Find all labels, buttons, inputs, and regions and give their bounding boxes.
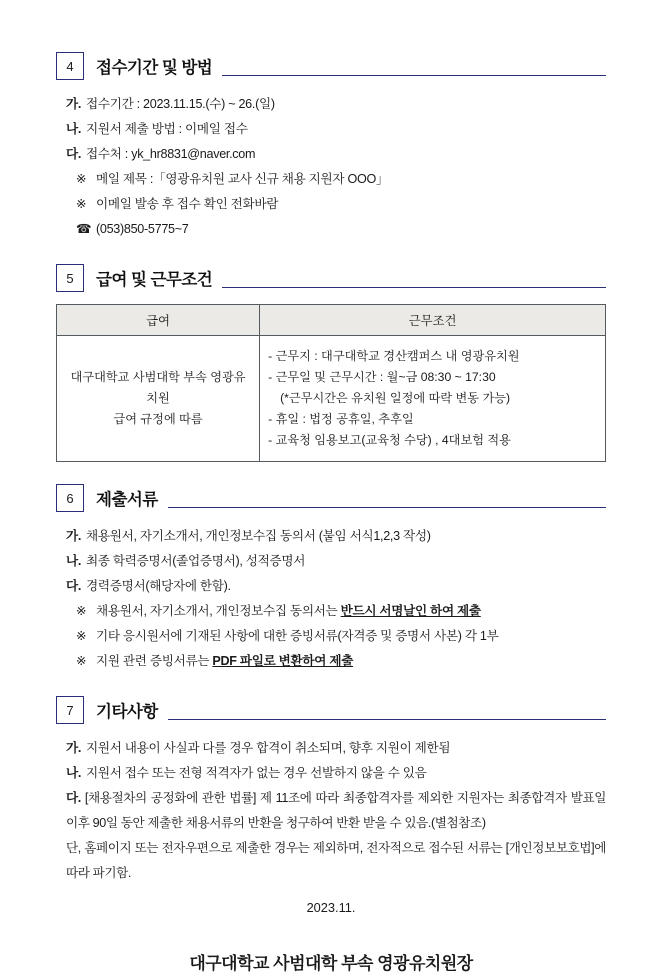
section-title-6: 제출서류: [96, 491, 158, 509]
table-row: [57, 336, 606, 462]
item-label: 가.: [66, 529, 82, 543]
item-text: 지원서 접수 또는 전형 적격자가 없는 경우 선발하지 않을 수 있음: [86, 766, 427, 780]
list-item: [66, 92, 606, 117]
note-text: 기타 응시원서에 기재된 사항에 대한 증빙서류(자격증 및 증명서 사본) 각 1부: [96, 629, 499, 643]
section-header-5: [56, 264, 606, 292]
condition-line: - 근무지 : 대구대학교 경산캠퍼스 내 영광유치원: [268, 349, 520, 363]
condition-subnote: (*근무시간은 유치원 일정에 따락 변동 가능): [280, 391, 511, 405]
item-label: 나.: [66, 554, 82, 568]
item-label: 다.: [66, 147, 82, 161]
list-item: [66, 117, 606, 142]
item-text: 최종 학력증명서(졸업증명서), 성적증명서: [86, 554, 306, 568]
note-emphasis: 반드시 서명날인 하여 제출: [340, 604, 481, 618]
phone-text: (053)850-5775~7: [96, 222, 189, 236]
section-body-6: [66, 524, 606, 674]
item-label: 나.: [66, 766, 82, 780]
clause-da: [66, 786, 606, 836]
note-mark: ※: [76, 604, 87, 618]
section-body-7: [66, 736, 606, 786]
note-item: [66, 192, 606, 217]
table-header-row: [57, 305, 606, 336]
note-mark: ※: [76, 629, 87, 643]
note-item: [66, 624, 606, 649]
note-text: 메일 제목 :「영광유치원 교사 신규 채용 지원자 OOO」: [96, 172, 389, 186]
section-body-4: [66, 92, 606, 242]
note-mark: ※: [76, 197, 87, 211]
section-title-4: 접수기간 및 방법: [96, 59, 213, 77]
note-item: [66, 599, 606, 624]
list-item: [66, 574, 606, 599]
phone-item: [66, 217, 606, 242]
item-text: 채용원서, 자기소개서, 개인정보수집 동의서 (붙임 서식1,2,3 작성): [86, 529, 431, 543]
salary-line-1: 대구대학교 사범대학 부속 영광유치원: [70, 370, 246, 405]
section-rule-5: [222, 287, 606, 288]
section-header-6: [56, 484, 606, 512]
list-item-email: [66, 142, 606, 167]
cell-conditions: [260, 336, 606, 462]
note-item: [66, 649, 606, 674]
note-text: 이메일 발송 후 접수 확인 전화바람: [96, 197, 279, 211]
telephone-icon: ☎: [76, 222, 92, 236]
list-item: [66, 761, 606, 786]
item-text: 접수기간 : 2023.11.15.(수) ~ 26.(일): [86, 97, 275, 111]
document-signature: 대구대학교 사범대학 부속 영광유치원장: [189, 954, 473, 973]
note-text: 지원 관련 증빙서류는: [96, 654, 213, 668]
list-item: [66, 736, 606, 761]
section-header-7: [56, 696, 606, 724]
list-item: [66, 524, 606, 549]
section-number-7: 7: [56, 696, 84, 724]
clause-da-text: [채용절차의 공정화에 관한 법률] 제 11조에 따라 최종합격자를 제외한 지원자는 최종합격자 발표일 이후 90일 동안 제출한 채용서류의 반환을 청구하여 반환 받을 수 있음.(별첨참조): [66, 791, 606, 830]
item-label: 가.: [66, 97, 82, 111]
item-text: 접수처 : yk_hr8831@naver.com: [86, 147, 256, 161]
note-mark: ※: [76, 172, 87, 186]
item-label: 가.: [66, 741, 82, 755]
section-rule-4: [222, 75, 606, 76]
clause-da-label: 다.: [66, 791, 81, 805]
section-header-4: [56, 52, 606, 80]
table-header-conditions: 근무조건: [260, 305, 606, 336]
section-number-4: 4: [56, 52, 84, 80]
salary-conditions-table: [56, 304, 606, 462]
item-label: 다.: [66, 579, 82, 593]
condition-line: - 근무일 및 근무시간 : 월~금 08:30 ~ 17:30: [268, 370, 496, 384]
document-date: 2023.11.: [306, 900, 356, 915]
section-title-7: 기타사항: [96, 703, 158, 721]
section-title-5: 급여 및 근무조건: [96, 271, 213, 289]
item-text: 지원서 내용이 사실과 다를 경우 합격이 취소되며, 향후 지원이 제한됨: [86, 741, 451, 755]
cell-salary: [57, 336, 260, 462]
section-number-6: 6: [56, 484, 84, 512]
note-emphasis: PDF 파일로 변환하여 제출: [212, 654, 354, 668]
item-text: 경력증명서(해당자에 한함).: [86, 579, 231, 593]
note-item: [66, 167, 606, 192]
list-item: [66, 549, 606, 574]
section-rule-6: [168, 507, 606, 508]
table-header-salary: 급여: [57, 305, 260, 336]
salary-line-2: 급여 규정에 따름: [113, 412, 203, 426]
item-text: 지원서 제출 방법 : 이메일 접수: [86, 122, 248, 136]
condition-line: - 교육청 임용보고(교육청 수당) , 4대보험 적용: [268, 433, 511, 447]
note-text: 채용원서, 자기소개서, 개인정보수집 동의서는: [96, 604, 341, 618]
clause-extra: 단, 홈페이지 또는 전자우편으로 제출한 경우는 제외하며, 전자적으로 접수된 서류는 [개인정보보호법]에 따라 파기함.: [66, 841, 606, 880]
condition-line: - 휴일 : 법정 공휴일, 추후일: [268, 412, 414, 426]
section-rule-7: [168, 719, 606, 720]
note-mark: ※: [76, 654, 87, 668]
section-number-5: 5: [56, 264, 84, 292]
item-label: 나.: [66, 122, 82, 136]
